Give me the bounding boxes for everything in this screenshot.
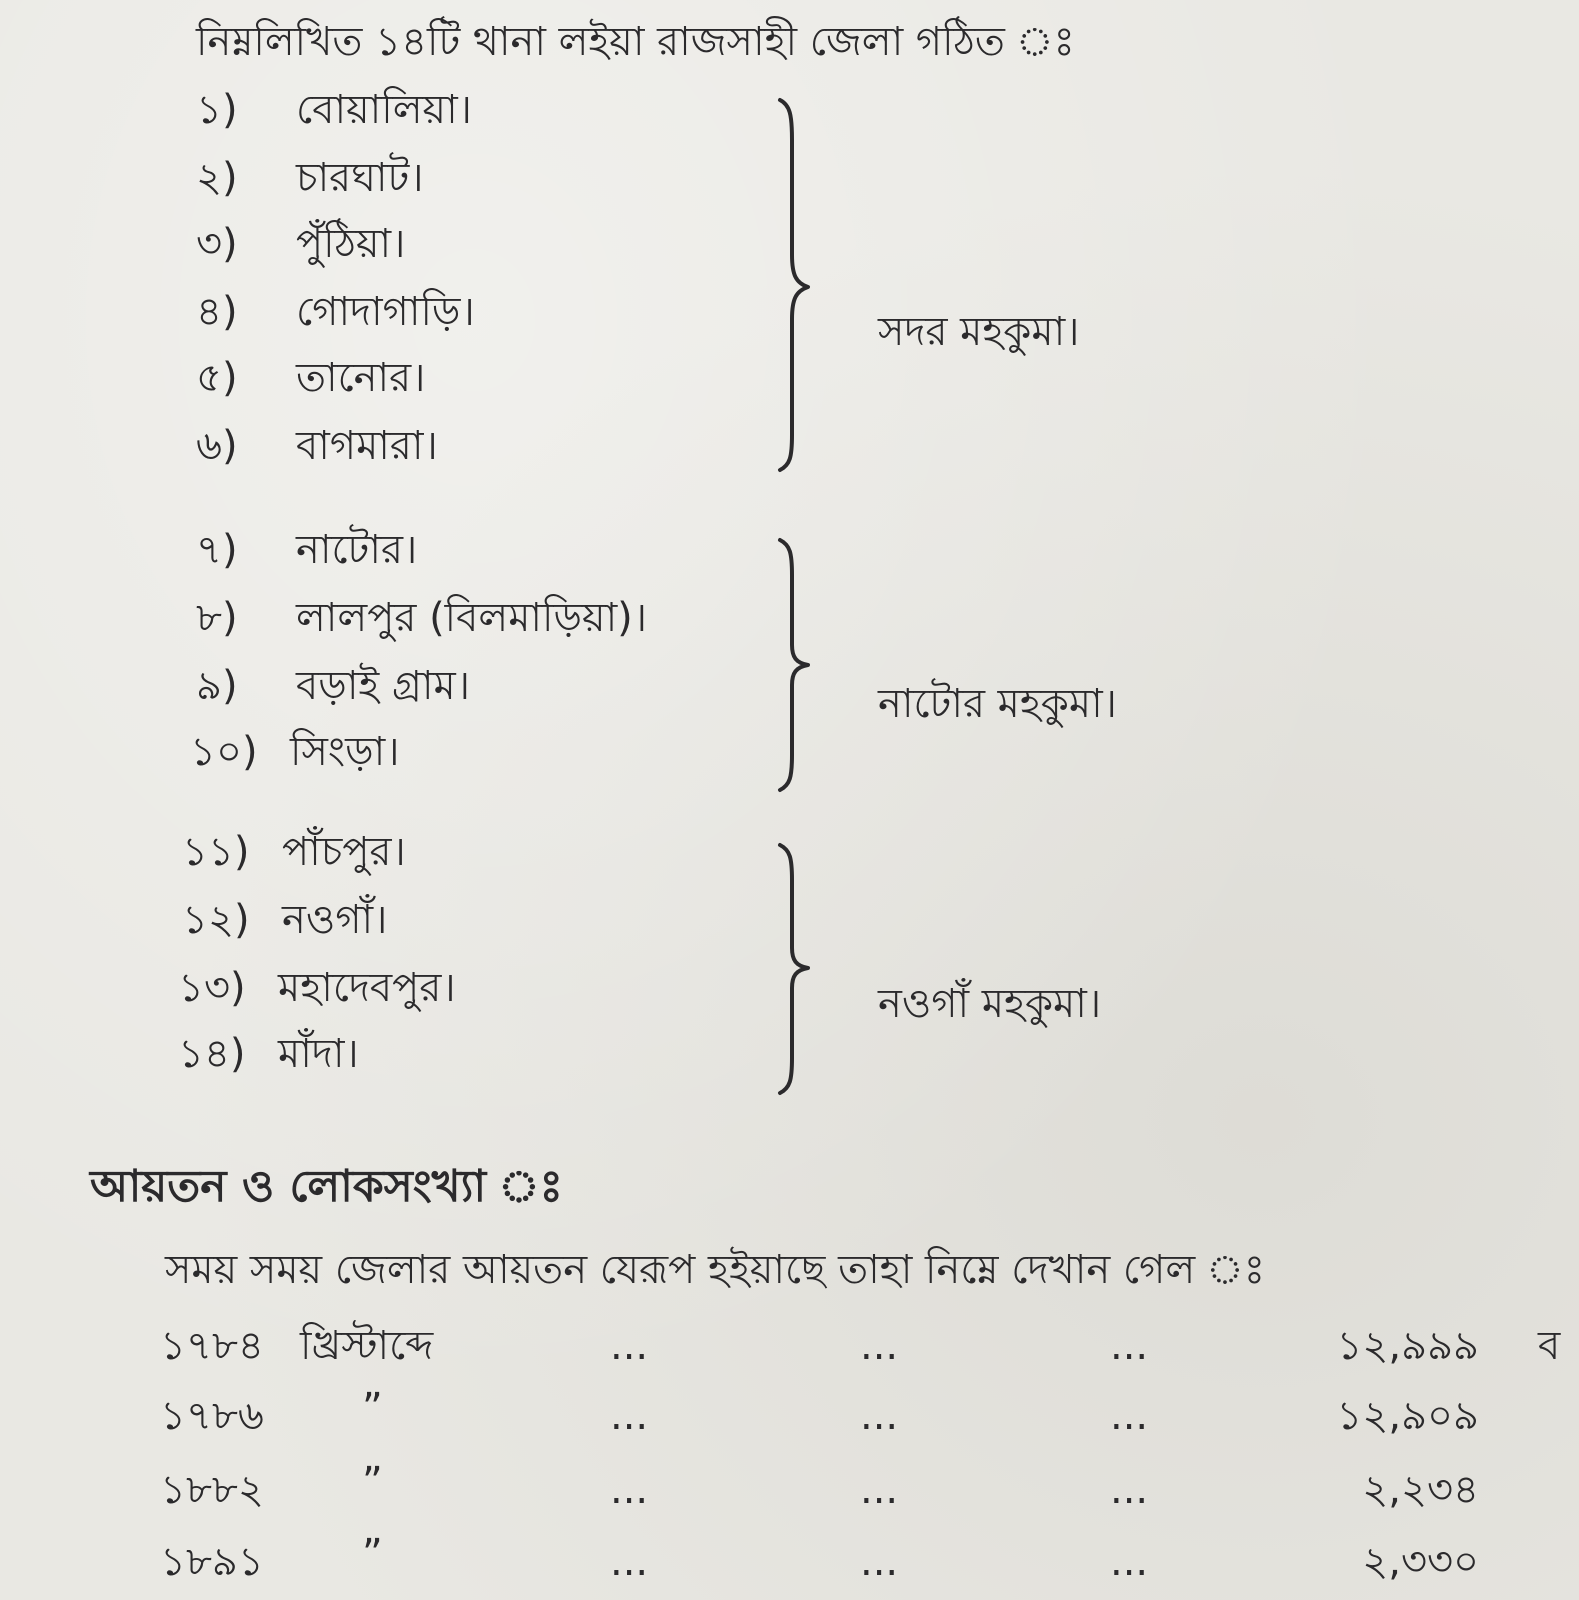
item-number: ১১) xyxy=(182,829,250,875)
right-brace-icon xyxy=(770,840,830,1100)
item-name: বোয়ালিয়া। xyxy=(296,87,472,133)
ditto-mark: ” xyxy=(362,1385,383,1431)
item-name: মাঁদা। xyxy=(278,1031,359,1077)
leader-dots: ... xyxy=(1110,1393,1149,1439)
item-number: ১২) xyxy=(182,897,250,943)
list-item xyxy=(196,595,648,641)
leader-dots: ... xyxy=(860,1393,899,1439)
item-number: ৬) xyxy=(196,423,238,469)
item-number: ২) xyxy=(196,155,238,201)
year-cell: ১৮৯১ xyxy=(160,1539,264,1585)
item-number: ৮) xyxy=(196,595,238,641)
year-cell: ১৮৮২ xyxy=(160,1467,264,1513)
list-item xyxy=(178,1031,359,1077)
leader-dots: ... xyxy=(610,1539,649,1585)
table-row xyxy=(150,1385,1579,1448)
group-label-natore: নাটোর মহকুমা। xyxy=(878,681,1117,727)
area-value: ১২,৯০৯ xyxy=(1336,1393,1479,1439)
list-item xyxy=(196,355,426,401)
ditto-mark: ” xyxy=(362,1531,383,1577)
list-item xyxy=(182,829,406,875)
right-brace-icon xyxy=(770,95,830,475)
list-item xyxy=(196,289,475,335)
ditto-mark: ” xyxy=(362,1459,383,1505)
table-row xyxy=(150,1531,1579,1594)
table-row xyxy=(150,1323,1579,1378)
area-value: ১২,৯৯৯ xyxy=(1336,1323,1479,1369)
section-text: সময় সময় জেলার আয়তন যেরূপ হইয়াছে তাহা নিম্নে দেখান গেল ঃ xyxy=(165,1247,1266,1293)
item-number: ৫) xyxy=(196,355,238,401)
year-cell: ১৭৮৬ xyxy=(160,1393,264,1439)
item-name: লালপুর (বিলমাড়িয়া)। xyxy=(296,595,648,641)
intro-text: নিম্নলিখিত ১৪টি থানা লইয়া রাজসাহী জেলা গঠিত ঃ xyxy=(196,19,1075,65)
leader-dots: ... xyxy=(610,1393,649,1439)
group-label-sadar: সদর মহকুমা। xyxy=(878,309,1080,355)
area-value: ২,২৩৪ xyxy=(1362,1467,1479,1513)
leader-dots: ... xyxy=(860,1323,899,1369)
item-name: চারঘাট। xyxy=(296,155,424,201)
leader-dots: ... xyxy=(860,1539,899,1585)
leader-dots: ... xyxy=(860,1467,899,1513)
item-name: পুঁঠিয়া। xyxy=(296,221,406,267)
item-name: তানোর। xyxy=(296,355,426,401)
list-item xyxy=(196,423,438,469)
item-name: মহাদেবপুর। xyxy=(278,965,456,1011)
list-item xyxy=(196,663,471,709)
item-number: ৯) xyxy=(196,663,238,709)
right-brace-icon xyxy=(770,535,830,795)
item-number: ১) xyxy=(196,87,238,133)
list-item xyxy=(178,965,456,1011)
item-name: নওগাঁ। xyxy=(282,897,388,943)
table-row xyxy=(150,1459,1579,1522)
leader-dots: ... xyxy=(610,1467,649,1513)
item-name: বড়াই গ্রাম। xyxy=(296,663,471,709)
item-number: ৪) xyxy=(196,289,238,335)
area-value: ২,৩৩০ xyxy=(1362,1539,1479,1585)
item-number: ৩) xyxy=(196,221,238,267)
item-number: ৭) xyxy=(196,527,238,573)
item-name: গোদাগাড়ি। xyxy=(296,289,475,335)
list-item xyxy=(190,729,400,775)
year-suffix: খ্রিস্টাব্দে xyxy=(300,1323,434,1369)
list-item xyxy=(196,221,406,267)
leader-dots: ... xyxy=(1110,1539,1149,1585)
item-name: সিংড়া। xyxy=(290,729,400,775)
list-item xyxy=(182,897,388,943)
unit-text: ব xyxy=(1538,1323,1561,1369)
leader-dots: ... xyxy=(610,1323,649,1369)
group-label-naogaon: নওগাঁ মহকুমা। xyxy=(878,981,1102,1027)
item-number: ১৪) xyxy=(178,1031,246,1077)
leader-dots: ... xyxy=(1110,1323,1149,1369)
list-item xyxy=(196,155,424,201)
list-item xyxy=(196,87,472,133)
item-name: নাটোর। xyxy=(296,527,418,573)
item-name: পাঁচপুর। xyxy=(282,829,406,875)
item-name: বাগমারা। xyxy=(296,423,438,469)
section-heading: আয়তন ও লোকসংখ্যা ঃ xyxy=(90,1161,563,1212)
leader-dots: ... xyxy=(1110,1467,1149,1513)
item-number: ১০) xyxy=(190,729,258,775)
year-cell: ১৭৮৪ xyxy=(160,1323,264,1369)
item-number: ১৩) xyxy=(178,965,246,1011)
list-item xyxy=(196,527,418,573)
